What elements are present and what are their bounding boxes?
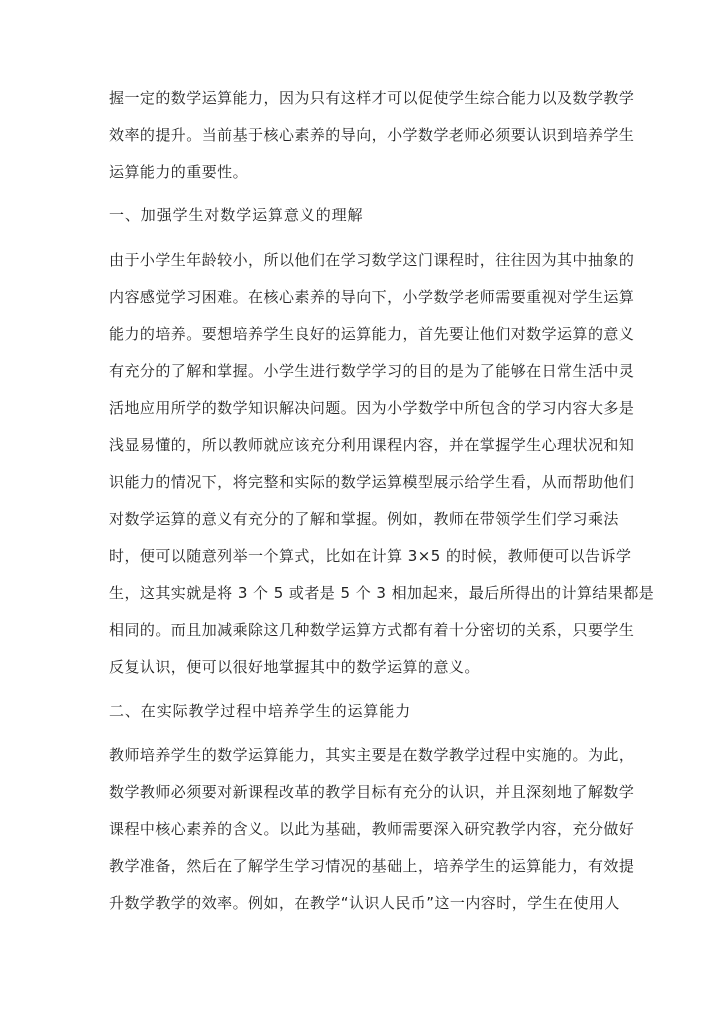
- paragraph-1-line-1: 握一定的数学运算能力，因为只有这样才可以促使学生综合能力以及数学教学: [109, 89, 635, 107]
- paragraph-3-line-4: 教学准备，然后在了解学生学习情况的基础上，培养学生的运算能力，有效提: [109, 857, 635, 875]
- section-heading-2: 二、在实际教学过程中培养学生的运算能力: [109, 702, 412, 720]
- paragraph-2-line-8: 对数学运算的意义有充分的了解和掌握。例如，教师在带领学生们学习乘法: [109, 510, 619, 528]
- paragraph-2-line-7: 识能力的情况下，将完整和实际的数学运算模型展示给学生看，从而帮助他们: [109, 473, 635, 491]
- paragraph-2-line-6: 浅显易懂的，所以教师就应该充分利用课程内容，并在掌握学生心理状况和知: [109, 436, 635, 454]
- paragraph-1-line-2: 效率的提升。当前基于核心素养的导向，小学数学老师必须要认识到培养学生: [109, 126, 635, 144]
- paragraph-2-line-5: 活地应用所学的数学知识解决问题。因为小学数学中所包含的学习内容大多是: [109, 399, 635, 417]
- paragraph-2-line-4: 有充分的了解和掌握。小学生进行数学学习的目的是为了能够在日常生活中灵: [109, 362, 635, 380]
- paragraph-3-line-2: 数学教师必须要对新课程改革的教学目标有充分的认识，并且深刻地了解数学: [109, 783, 635, 801]
- paragraph-1-line-3: 运算能力的重要性。: [109, 163, 249, 181]
- paragraph-3-line-1: 教师培养学生的数学运算能力，其实主要是在数学教学过程中实施的。为此，: [109, 746, 635, 764]
- paragraph-2-line-10: 生，这其实就是将 3 个 5 或者是 5 个 3 相加起来，最后所得出的计算结果都是: [109, 584, 655, 602]
- paragraph-2-line-12: 反复认识，便可以很好地掌握其中的数学运算的意义。: [109, 658, 480, 676]
- paragraph-2-line-3: 能力的培养。要想培养学生良好的运算能力，首先要让他们对数学运算的意义: [109, 325, 635, 343]
- paragraph-2-line-11: 相同的。而且加减乘除这几种数学运算方式都有着十分密切的关系，只要学生: [109, 621, 635, 639]
- paragraph-2-line-1: 由于小学生年龄较小，所以他们在学习数学这门课程时，往往因为其中抽象的: [109, 251, 635, 269]
- paragraph-2-line-9: 时，便可以随意列举一个算式，比如在计算 3×5 的时候，教师便可以告诉学: [109, 547, 632, 565]
- paragraph-3-line-3: 课程中核心素养的含义。以此为基础，教师需要深入研究教学内容，充分做好: [109, 820, 635, 838]
- paragraph-3-line-5: 升数学教学的效率。例如，在教学“认识人民币”这一内容时，学生在使用人: [109, 894, 620, 912]
- paragraph-2-line-2: 内容感觉学习困难。在核心素养的导向下，小学数学老师需要重视对学生运算: [109, 288, 635, 306]
- section-heading-1: 一、加强学生对数学运算意义的理解: [109, 206, 364, 224]
